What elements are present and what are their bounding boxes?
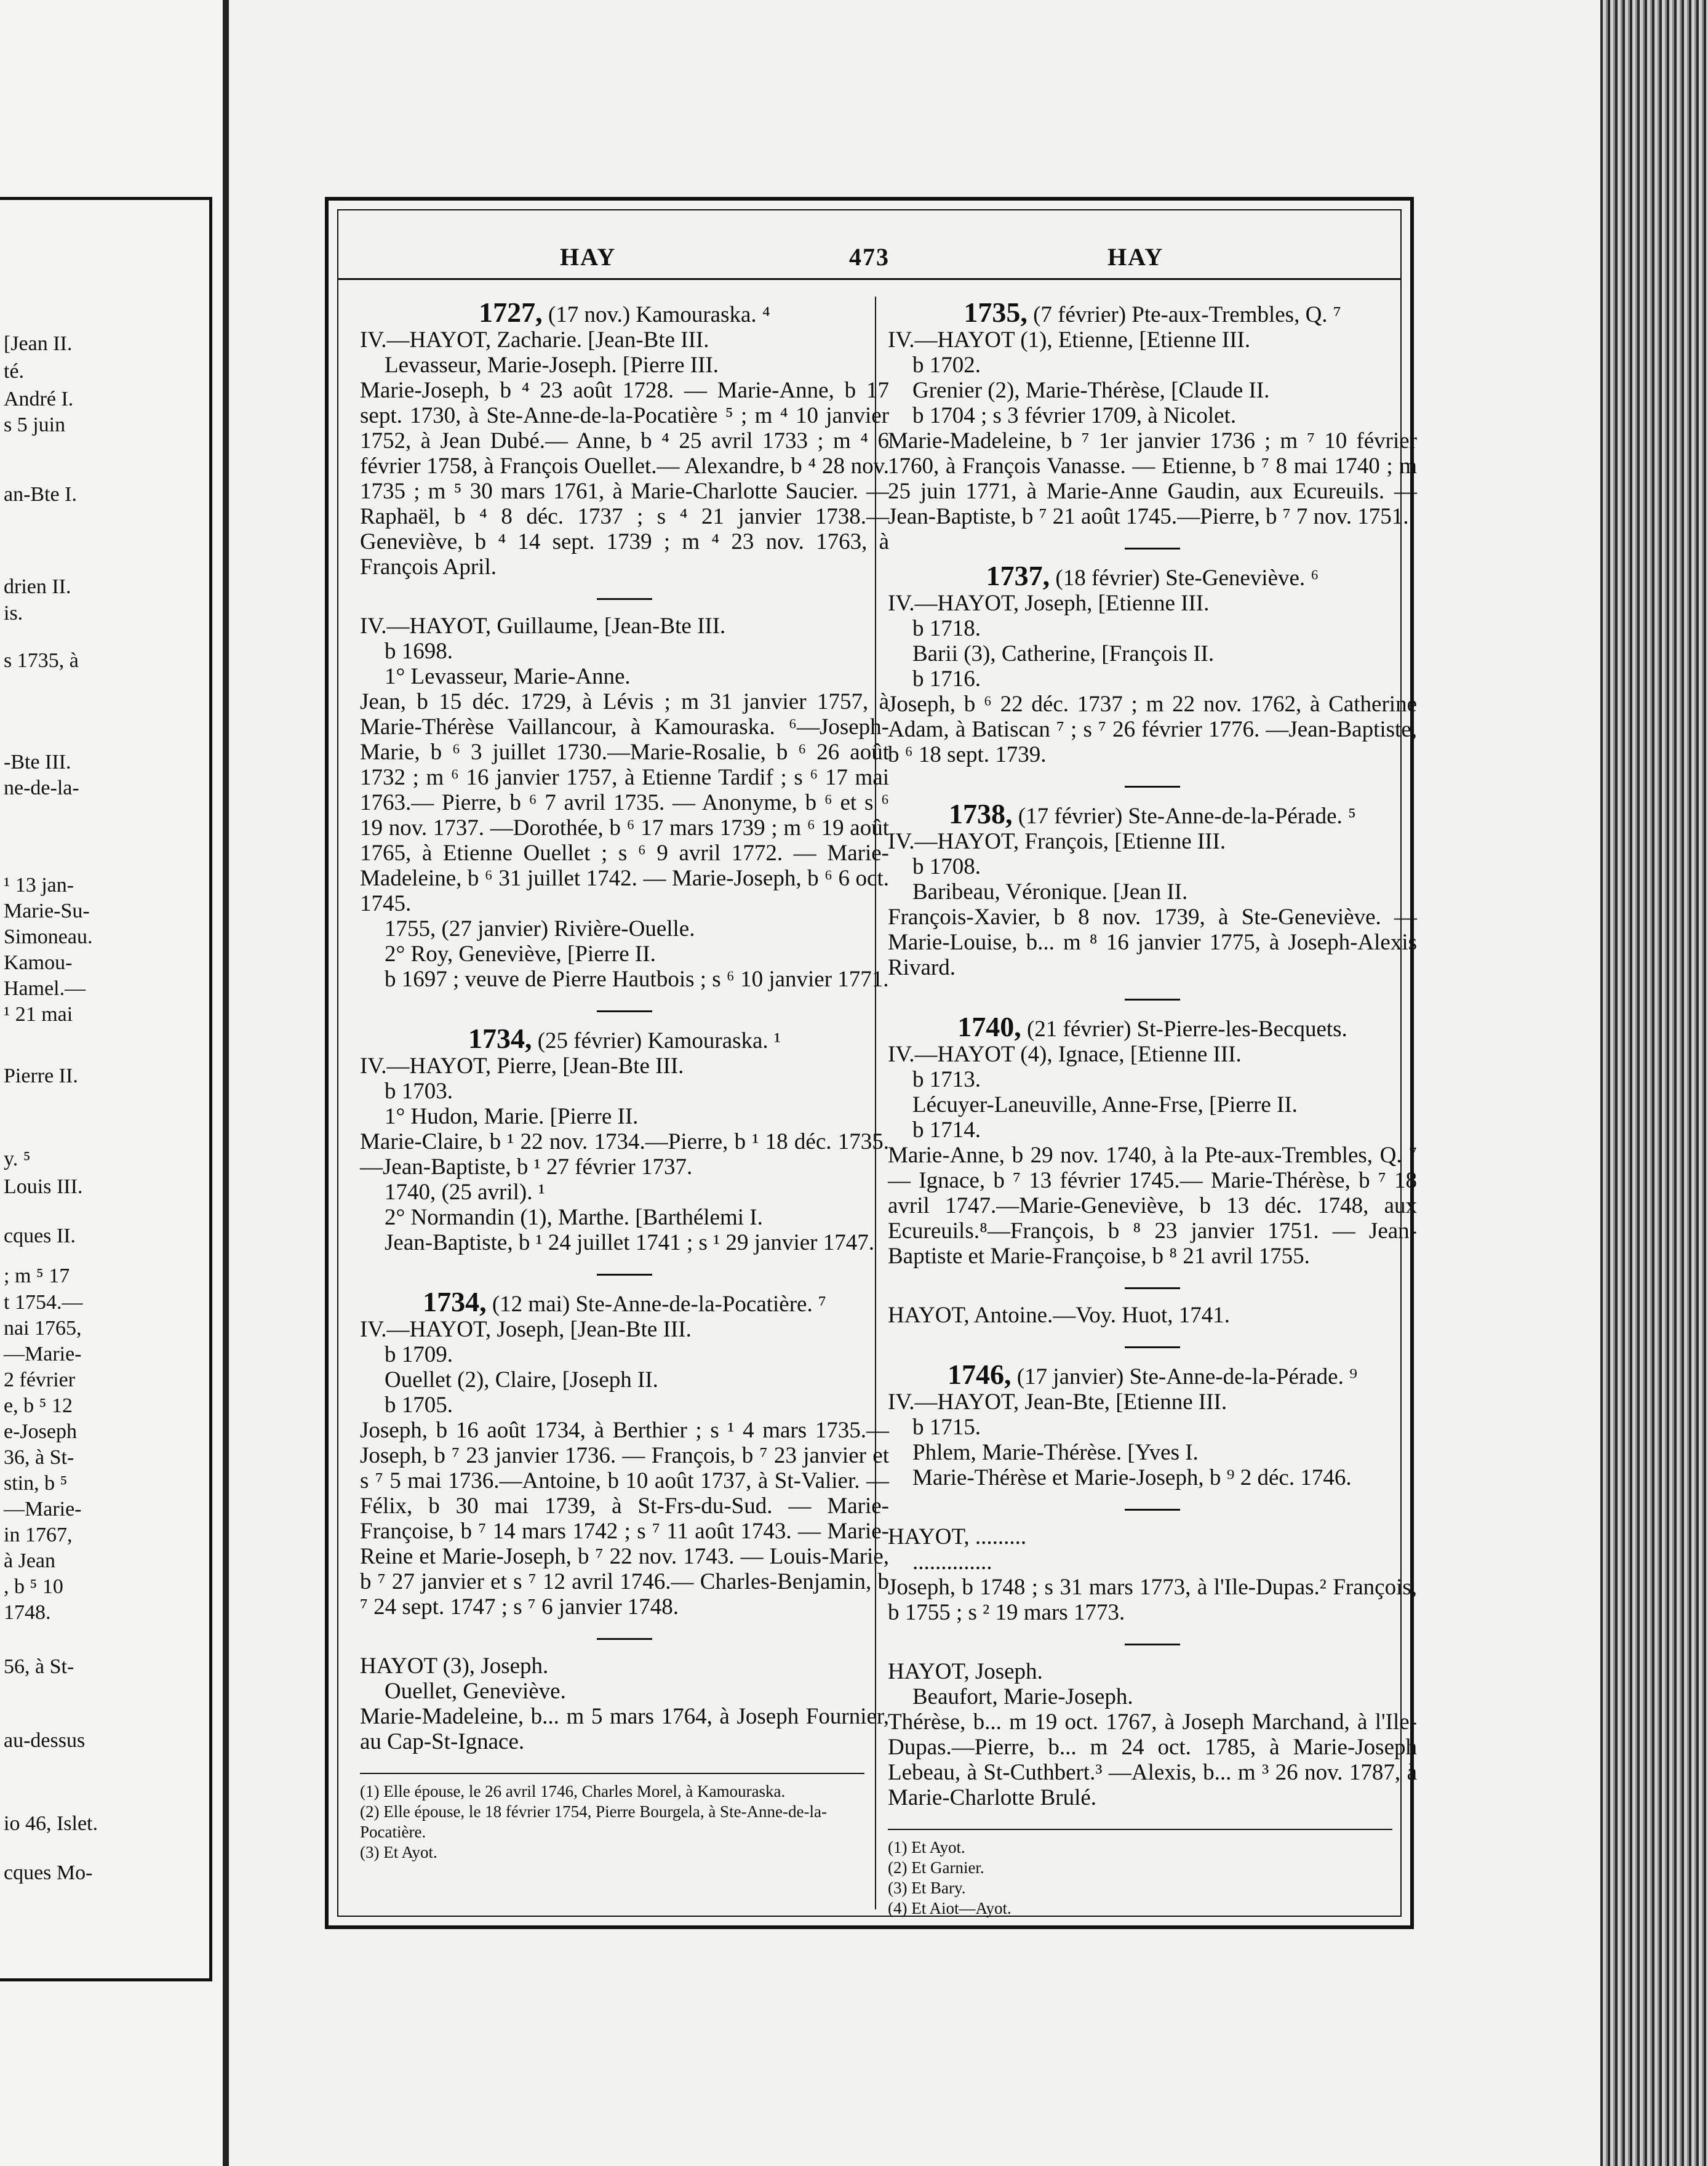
entry-line: IV.—HAYOT (4), Ignace, [Etienne III. xyxy=(888,1042,1242,1067)
header-right-surname: HAY xyxy=(1107,243,1164,271)
margin-fragment: —Marie- xyxy=(4,1498,82,1521)
margin-fragment: Marie-Su- xyxy=(4,900,90,922)
footnote: (4) Et Aiot—Ayot. xyxy=(888,1899,1012,1917)
entry-block xyxy=(360,613,889,992)
section-rule xyxy=(1125,1644,1180,1645)
margin-fragment: io 46, Islet. xyxy=(4,1812,98,1835)
margin-fragment: ; m ⁵ 17 xyxy=(4,1265,70,1287)
entry-line: b 1705. xyxy=(385,1393,453,1418)
children-paragraph: Joseph, b ⁶ 22 déc. 1737 ; m 22 nov. 1762, à Catherine Adam, à Batiscan ⁷ ; s ⁷ 26 février 1776. —Jean-Baptiste, b ⁶ 18 sept. 1739. xyxy=(888,692,1417,767)
footnote: (1) Et Ayot. xyxy=(888,1838,965,1856)
entry-line: .............. xyxy=(912,1549,992,1575)
entry-year: 1740, xyxy=(957,1011,1021,1042)
entry-line: IV.—HAYOT, Joseph, [Etienne III. xyxy=(888,591,1210,616)
section-rule xyxy=(597,598,652,600)
entry-block xyxy=(888,297,1417,529)
footnotes xyxy=(360,1773,864,1863)
entry-marriage-heading xyxy=(888,560,1417,591)
section-rule xyxy=(1125,1287,1180,1289)
entry-line: IV.—HAYOT (1), Etienne, [Etienne III. xyxy=(888,327,1251,353)
children-paragraph: Marie-Claire, b ¹ 22 nov. 1734.—Pierre, b ¹ 18 déc. 1735.—Jean-Baptiste, b ¹ 27 février 1737. xyxy=(360,1129,889,1180)
entry-block xyxy=(360,1023,889,1255)
margin-fragment: 1748. xyxy=(4,1601,51,1624)
entry-line: Marie-Thérèse et Marie-Joseph, b ⁹ 2 déc. 1746. xyxy=(912,1465,1352,1490)
entry-year: 1746, xyxy=(947,1359,1012,1390)
entry-line: 1° Hudon, Marie. [Pierre II. xyxy=(385,1104,639,1129)
entry-line: Lécuyer-Laneuville, Anne-Frse, [Pierre II. xyxy=(912,1092,1298,1117)
entry-line: IV.—HAYOT, Pierre, [Jean-Bte III. xyxy=(360,1053,684,1079)
entry-line: IV.—HAYOT, Joseph, [Jean-Bte III. xyxy=(360,1317,692,1342)
margin-fragment: Hamel.— xyxy=(4,977,86,1000)
entry-block xyxy=(888,1524,1417,1625)
children-paragraph: Thérèse, b... m 19 oct. 1767, à Joseph Marchand, à l'Ile-Dupas.—Pierre, b... m 24 oct. 1785, à Marie-Joseph Lebeau, à St-Cuthbert.³ —Alexis, b... m ³ 26 nov. 1787, à Marie-Charlotte Brulé. xyxy=(888,1709,1417,1810)
margin-fragment: té. xyxy=(4,360,25,383)
entry-line: b 1713. xyxy=(912,1067,981,1092)
entry-line: b 1714. xyxy=(912,1117,981,1143)
entry-place: (21 février) St-Pierre-les-Becquets. xyxy=(1021,1017,1347,1042)
entry-line: b 1709. xyxy=(385,1342,453,1367)
entry-block xyxy=(888,1359,1417,1490)
left-column xyxy=(360,297,889,1863)
entry-line: IV.—HAYOT, Zacharie. [Jean-Bte III. xyxy=(360,327,709,353)
margin-fragment: stin, b ⁵ xyxy=(4,1472,68,1495)
section-rule xyxy=(597,1010,652,1012)
entry-block xyxy=(888,1011,1417,1269)
margin-fragment: André I. xyxy=(4,388,74,410)
entry-block xyxy=(360,297,889,580)
footnote: (2) Elle épouse, le 18 février 1754, Pierre Bourgela, à Ste-Anne-de-la-Pocatière. xyxy=(360,1802,827,1841)
margin-fragment: ¹ 21 mai xyxy=(4,1003,73,1026)
margin-fragment: cques II. xyxy=(4,1225,76,1247)
entry-block xyxy=(888,1659,1417,1810)
entry-line: Grenier (2), Marie-Thérèse, [Claude II. xyxy=(912,378,1270,403)
children-paragraph: Marie-Madeleine, b ⁷ 1er janvier 1736 ; m ⁷ 10 février 1760, à François Vanasse. — Etienne, b ⁷ 8 mai 1740 ; m 25 juin 1771, à Marie-Anne Gaudin, aux Ecureuils. — Jean-Baptiste, b ⁷ 21 août 1745.—Pierre, b ⁷ 7 nov. 1751. xyxy=(888,428,1417,529)
entry-line: Ouellet (2), Claire, [Joseph II. xyxy=(385,1367,658,1393)
page-inner-frame xyxy=(337,209,1417,1917)
footnote: (2) Et Garnier. xyxy=(888,1858,984,1877)
margin-fragment: is. xyxy=(4,602,23,625)
section-rule xyxy=(597,1638,652,1640)
margin-fragment: Pierre II. xyxy=(4,1065,78,1087)
margin-fragment: an-Bte I. xyxy=(4,483,77,506)
entry-marriage-heading xyxy=(888,1359,1417,1390)
margin-fragment: s 1735, à xyxy=(4,649,79,672)
entry-place: (25 février) Kamouraska. ¹ xyxy=(532,1028,781,1053)
entry-block xyxy=(888,560,1417,767)
entry-line: HAYOT (3), Joseph. xyxy=(360,1653,549,1679)
margin-fragment: —Marie- xyxy=(4,1343,82,1365)
entry-line: b 1703. xyxy=(385,1079,453,1104)
entry-line: HAYOT, Joseph. xyxy=(888,1659,1043,1684)
right-column xyxy=(888,297,1417,1919)
margin-fragment: cques Mo- xyxy=(4,1861,93,1884)
margin-fragment: ne-de-la- xyxy=(4,777,79,799)
entry-marriage-heading xyxy=(888,297,1417,328)
children-paragraph: Marie-Joseph, b ⁴ 23 août 1728. — Marie-Anne, b 17 sept. 1730, à Ste-Anne-de-la-Pocatière ⁵ ; m ⁴ 10 janvier 1752, à Jean Dubé.— Anne, b ⁴ 25 avril 1733 ; m ⁴ 6 février 1758, à François Ouellet.— Alexandre, b ⁴ 28 nov. 1735 ; m ⁵ 30 mars 1761, à Marie-Charlotte Saucier. — Raphaël, b ⁴ 8 déc. 1737 ; s ⁴ 21 janvier 1738.—Geneviève, b ⁴ 14 sept. 1739 ; m ⁴ 23 nov. 1763, à François April. xyxy=(360,378,889,580)
margin-fragment: t 1754.— xyxy=(4,1291,83,1314)
entry-year: 1738, xyxy=(949,798,1013,829)
page-frame xyxy=(325,197,1417,1929)
entry-line: IV.—HAYOT, François, [Etienne III. xyxy=(888,829,1226,854)
entry-line: Baribeau, Véronique. [Jean II. xyxy=(912,879,1188,905)
entry-marriage-heading xyxy=(360,297,889,328)
page-number: 473 xyxy=(849,243,890,271)
entry-line: 1740, (25 avril). ¹ xyxy=(385,1180,545,1205)
entry-place: (17 nov.) Kamouraska. ⁴ xyxy=(542,302,770,327)
margin-fragment: Simoneau. xyxy=(4,925,93,948)
margin-fragment: in 1767, xyxy=(4,1524,73,1546)
entry-year: 1734, xyxy=(468,1023,532,1054)
entry-line: b 1698. xyxy=(385,639,453,664)
children-paragraph: Marie-Anne, b 29 nov. 1740, à la Pte-aux-Trembles, Q. ⁷ — Ignace, b ⁷ 13 février 1745.— Marie-Thérèse, b ⁷ 18 avril 1747.—Marie-Geneviève, b 13 déc. 1748, aux Ecureuils.⁸—François, b ⁸ 23 janvier 1751. — Jean-Baptiste et Marie-Françoise, b ⁸ 21 avril 1755. xyxy=(888,1143,1417,1269)
entry-place: (12 mai) Ste-Anne-de-la-Pocatière. ⁷ xyxy=(486,1292,826,1317)
entry-line: b 1715. xyxy=(912,1415,981,1440)
section-rule xyxy=(1125,548,1180,549)
entry-place: (7 février) Pte-aux-Trembles, Q. ⁷ xyxy=(1027,302,1341,327)
section-rule xyxy=(597,1274,652,1276)
margin-fragment: s 5 juin xyxy=(4,414,66,436)
entry-year: 1737, xyxy=(986,560,1050,591)
margin-fragment: 56, à St- xyxy=(4,1655,74,1678)
entry-line: HAYOT, Antoine.—Voy. Huot, 1741. xyxy=(888,1303,1231,1328)
margin-fragment: 36, à St- xyxy=(4,1446,74,1469)
children-paragraph: Jean, b 15 déc. 1729, à Lévis ; m 31 janvier 1757, à Marie-Thérèse Vaillancour, à Kamouraska. ⁶—Joseph-Marie, b ⁶ 3 juillet 1730.—Marie-Rosalie, b ⁶ 26 août 1732 ; m ⁶ 16 janvier 1757, à Etienne Tardif ; s ⁶ 17 mai 1763.— Pierre, b ⁶ 7 avril 1735. — Anonyme, b ⁶ et s ⁶ 19 nov. 1737. —Dorothée, b ⁶ 17 mars 1739 ; m ⁶ 19 août 1765, à Etienne Ouellet ; s ⁶ 9 avril 1772. — Marie-Madeleine, b ⁶ 31 juillet 1742. — Marie-Joseph, b ⁶ 6 oct. 1745. xyxy=(360,689,889,916)
margin-fragment: -Bte III. xyxy=(4,751,71,773)
running-header xyxy=(338,210,1400,280)
entry-line: b 1702. xyxy=(912,353,981,378)
children-paragraph: Joseph, b 16 août 1734, à Berthier ; s ¹ 4 mars 1735.— Joseph, b ⁷ 23 janvier 1736. — François, b ⁷ 23 janvier et s ⁷ 5 mai 1736.—Antoine, b 10 août 1737, à St-Valier. — Félix, b 30 mai 1739, à St-Frs-du-Sud. — Marie-Françoise, b ⁷ 14 mars 1742 ; s ⁷ 11 août 1743. — Marie-Reine et Marie-Joseph, b ⁷ 22 nov. 1743. — Louis-Marie, b ⁷ 27 janvier et s ⁷ 12 avril 1746.— Charles-Benjamin, b ⁷ 24 sept. 1747 ; s ⁷ 6 janvier 1748. xyxy=(360,1418,889,1620)
children-paragraph: Marie-Madeleine, b... m 5 mars 1764, à Joseph Fournier, au Cap-St-Ignace. xyxy=(360,1704,889,1754)
entry-year: 1734, xyxy=(423,1286,487,1317)
margin-fragment: Louis III. xyxy=(4,1175,83,1198)
entry-place: (17 février) Ste-Anne-de-la-Pérade. ⁵ xyxy=(1012,804,1356,829)
margin-fragment: e-Joseph xyxy=(4,1420,77,1443)
entry-place: (17 janvier) Ste-Anne-de-la-Pérade. ⁹ xyxy=(1011,1364,1357,1389)
book-page-stack xyxy=(1600,0,1708,2166)
entry-block xyxy=(360,1653,889,1754)
margin-fragment: drien II. xyxy=(4,575,71,598)
previous-page-frame xyxy=(0,197,212,1981)
entry-year: 1727, xyxy=(479,297,543,328)
entry-line: 2° Roy, Geneviève, [Pierre II. xyxy=(385,941,656,967)
book-gutter xyxy=(223,0,229,2166)
entry-line: HAYOT, ......... xyxy=(888,1524,1027,1549)
margin-fragment: , b ⁵ 10 xyxy=(4,1575,63,1598)
entry-line: IV.—HAYOT, Jean-Bte, [Etienne III. xyxy=(888,1389,1227,1415)
entry-line: b 1708. xyxy=(912,854,981,879)
margin-fragment: [Jean II. xyxy=(4,332,73,355)
margin-fragment: nai 1765, xyxy=(4,1317,82,1340)
previous-page-edge xyxy=(0,0,228,2166)
entry-line: Beaufort, Marie-Joseph. xyxy=(912,1684,1133,1709)
margin-fragment: ¹ 13 jan- xyxy=(4,874,74,897)
section-rule xyxy=(1125,786,1180,788)
entry-line: IV.—HAYOT, Guillaume, [Jean-Bte III. xyxy=(360,613,726,639)
entry-line: b 1697 ; veuve de Pierre Hautbois ; s ⁶ 10 janvier 1771. xyxy=(385,967,889,992)
margin-fragment: e, b ⁵ 12 xyxy=(4,1394,73,1417)
entry-line: Barii (3), Catherine, [François II. xyxy=(912,641,1215,666)
entry-line: 1° Levasseur, Marie-Anne. xyxy=(385,664,631,689)
entry-line: b 1718. xyxy=(912,616,981,641)
entry-block xyxy=(360,1286,889,1620)
section-rule xyxy=(1125,1346,1180,1348)
margin-fragment: Kamou- xyxy=(4,951,73,974)
entry-block xyxy=(888,1303,1417,1328)
entry-line: 1755, (27 janvier) Rivière-Ouelle. xyxy=(385,916,695,941)
header-left-surname: HAY xyxy=(560,243,617,271)
section-rule xyxy=(1125,1509,1180,1511)
margin-fragment: à Jean xyxy=(4,1549,56,1572)
entry-line: Phlem, Marie-Thérèse. [Yves I. xyxy=(912,1440,1199,1465)
section-rule xyxy=(1125,999,1180,1001)
entry-marriage-heading xyxy=(360,1023,889,1054)
footnote: (3) Et Ayot. xyxy=(360,1843,437,1861)
margin-fragment: au-dessus xyxy=(4,1729,86,1752)
footnote: (1) Elle épouse, le 26 avril 1746, Charles Morel, à Kamouraska. xyxy=(360,1782,786,1800)
entry-line: 2° Normandin (1), Marthe. [Barthélemi I. xyxy=(385,1205,763,1230)
margin-fragment: y. ⁵ xyxy=(4,1148,31,1170)
entry-place: (18 février) Ste-Geneviève. ⁶ xyxy=(1050,565,1319,591)
footnote: (3) Et Bary. xyxy=(888,1879,966,1897)
footnotes xyxy=(888,1829,1392,1919)
entry-line: Levasseur, Marie-Joseph. [Pierre III. xyxy=(385,353,719,378)
margin-fragment: 2 février xyxy=(4,1369,76,1391)
entry-marriage-heading xyxy=(888,798,1417,829)
children-paragraph: Joseph, b 1748 ; s 31 mars 1773, à l'Ile-Dupas.² François, b 1755 ; s ² 19 mars 1773. xyxy=(888,1575,1417,1625)
entry-block xyxy=(888,798,1417,980)
entry-line: b 1704 ; s 3 février 1709, à Nicolet. xyxy=(912,403,1237,428)
entry-line: Ouellet, Geneviève. xyxy=(385,1679,566,1704)
entry-marriage-heading xyxy=(360,1286,889,1317)
entry-marriage-heading xyxy=(888,1011,1417,1042)
entry-line: Jean-Baptiste, b ¹ 24 juillet 1741 ; s ¹ 29 janvier 1747. xyxy=(385,1230,874,1255)
entry-year: 1735, xyxy=(964,297,1028,328)
children-paragraph: François-Xavier, b 8 nov. 1739, à Ste-Geneviève. — Marie-Louise, b... m ⁸ 16 janvier 1775, à Joseph-Alexis Rivard. xyxy=(888,905,1417,980)
entry-line: b 1716. xyxy=(912,666,981,692)
